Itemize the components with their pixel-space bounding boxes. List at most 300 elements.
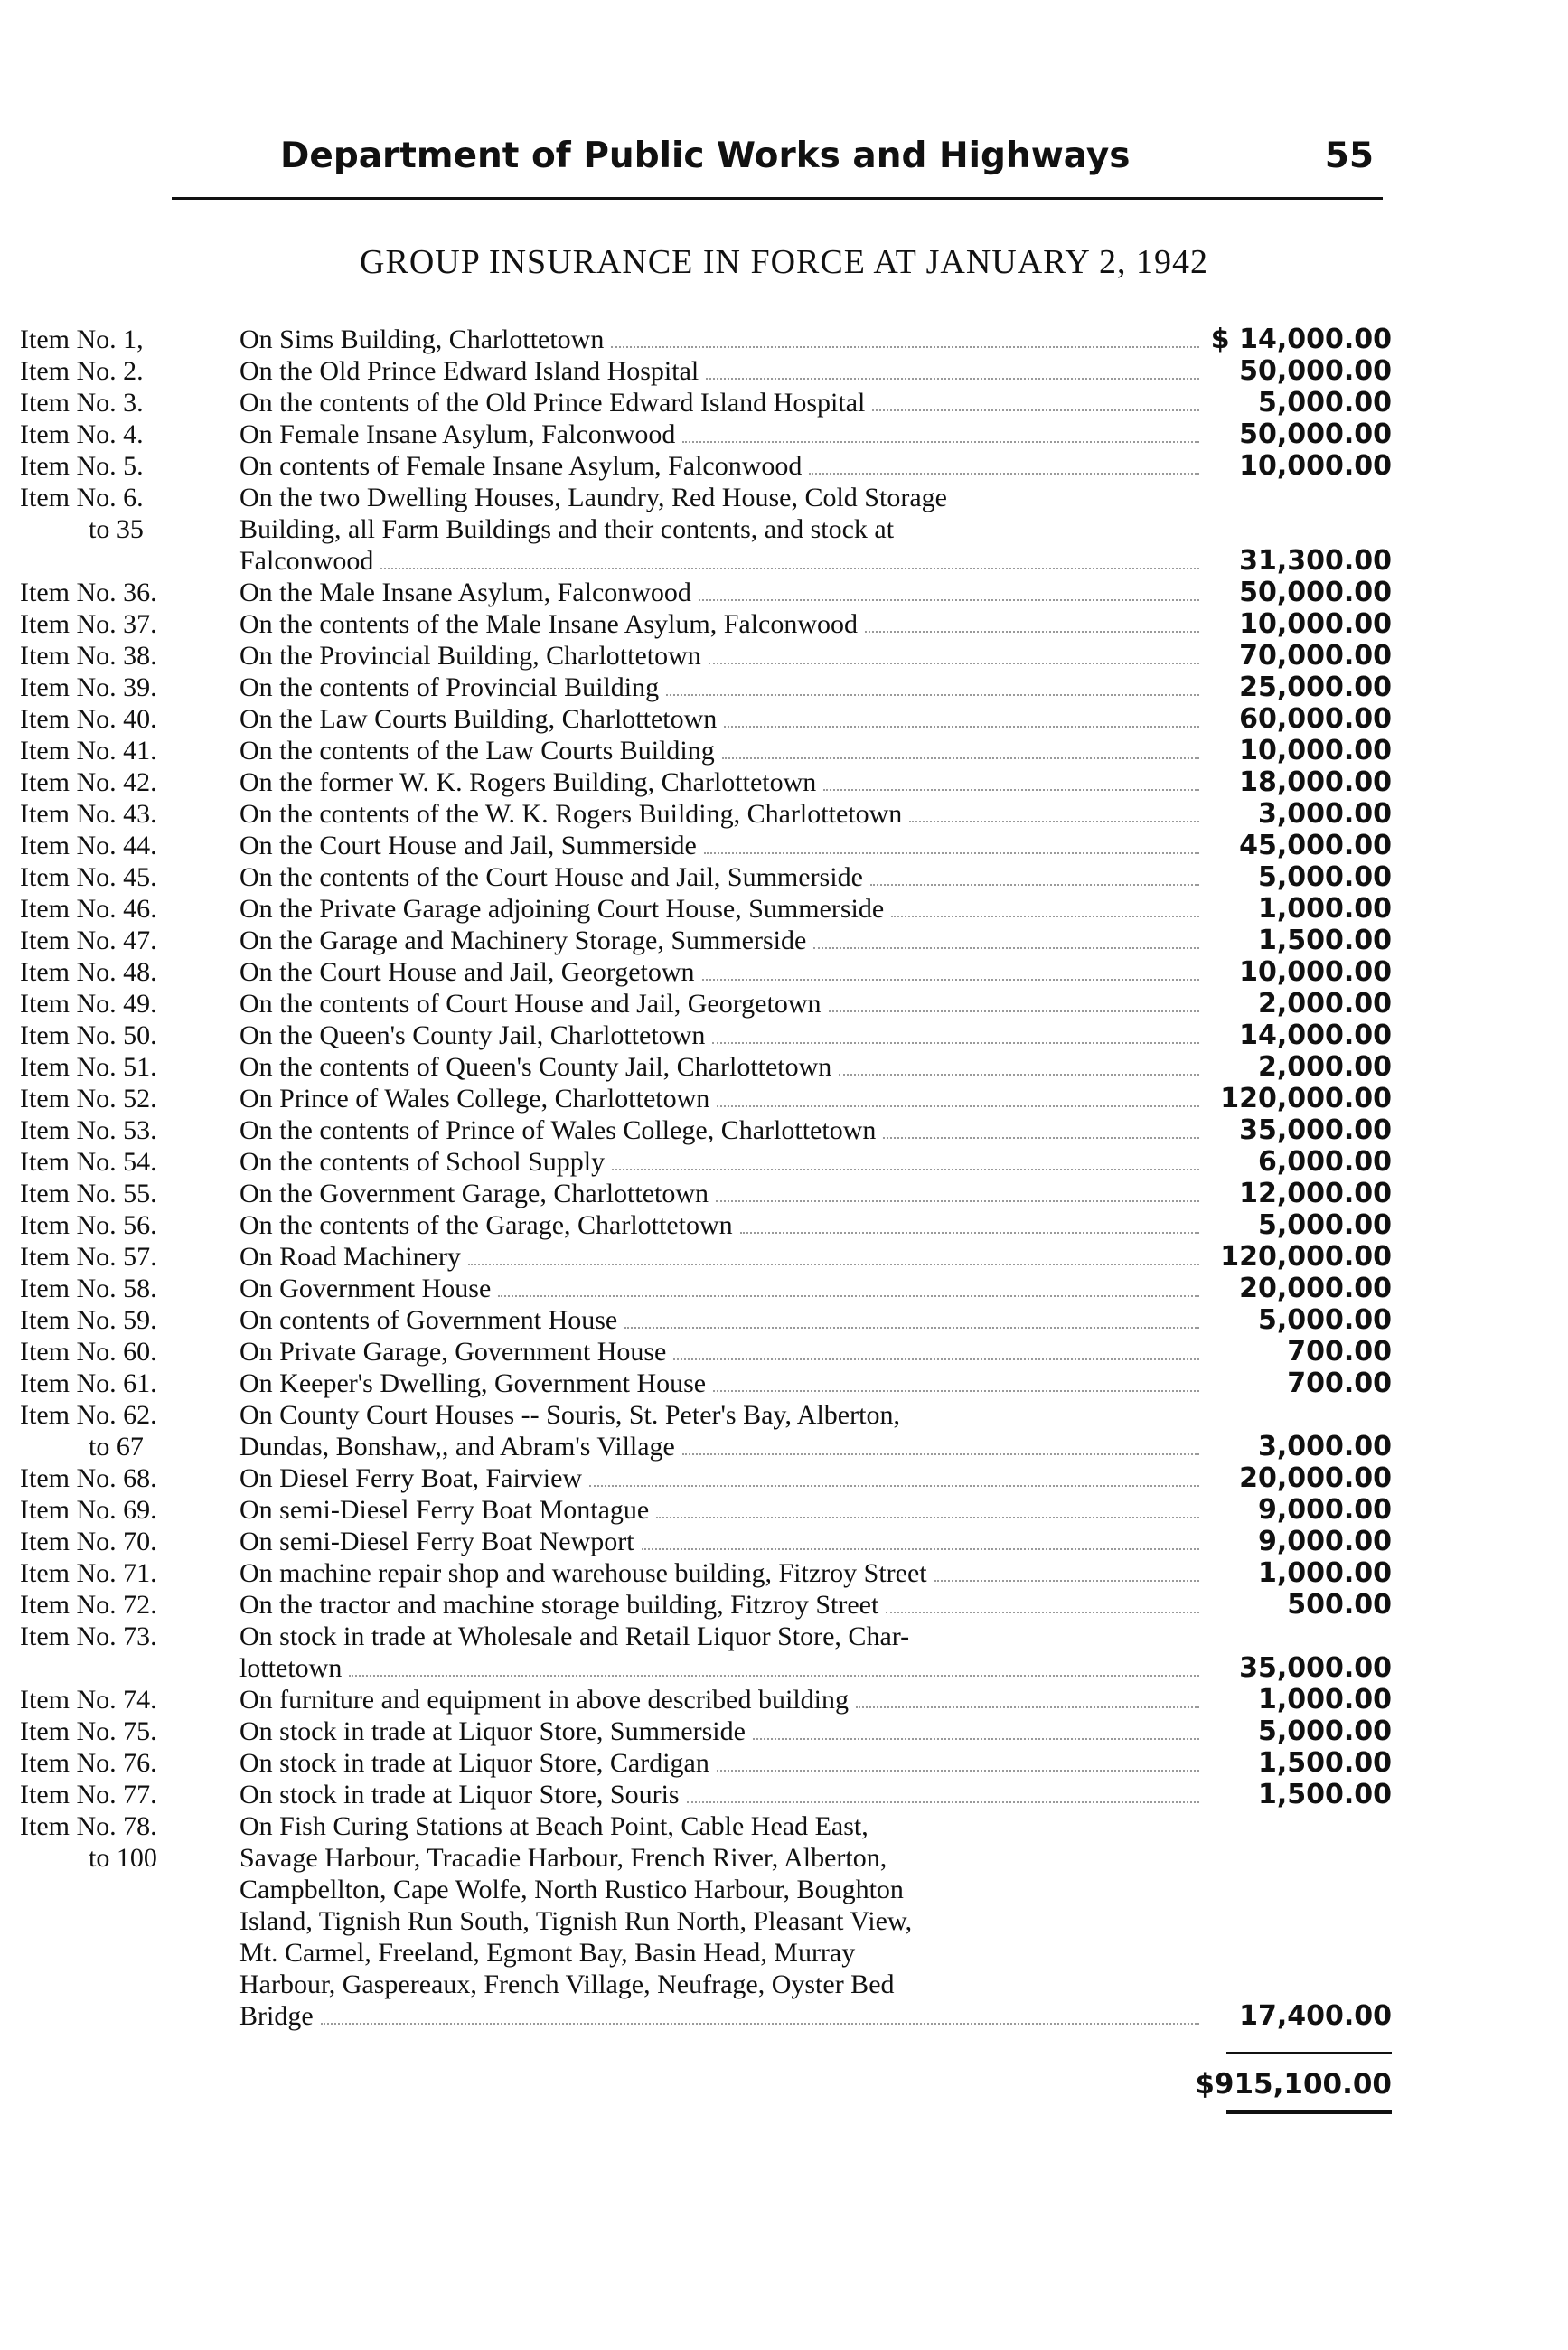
list-item [0,988,1568,1020]
description-line [239,608,1207,640]
item-description [239,861,1207,893]
description-line [239,1020,1207,1051]
item-amount: 10,000.00 [1239,735,1392,766]
item-description [239,1399,1207,1462]
item-amount: 45,000.00 [1239,830,1392,861]
description-line [239,1526,1207,1557]
description-text: On the Private Garage adjoining Court House, Summerside [239,894,885,924]
item-amount: 700.00 [1287,1336,1392,1368]
description-text: lottetown [239,1653,343,1683]
description-text: On the Male Insane Asylum, Falconwood [239,578,691,607]
item-amount: 2,000.00 [1257,1051,1392,1083]
item-description [239,1304,1207,1336]
item-description [239,1336,1207,1368]
description-text: On Keeper's Dwelling, Government House [239,1368,707,1398]
list-item [0,577,1568,608]
dot-leader [713,1390,1199,1392]
description-line [239,1589,1207,1621]
description-text: On the contents of the Old Prince Edward Island Hospital [239,388,866,418]
item-range-label: to 100 [89,1843,157,1873]
description-text: On the Court House and Jail, Summerside [239,831,697,860]
list-item [0,1209,1568,1241]
description-text: On Government House [239,1274,492,1303]
item-description [239,1083,1207,1114]
item-amount: 31,300.00 [1239,545,1392,577]
header-title: Department of Public Works and Highways [280,136,1131,176]
dot-leader [611,346,1199,348]
item-number [20,988,228,1020]
item-number-label: Item No. 2. [20,356,144,386]
list-item [0,1747,1568,1779]
item-description [239,1589,1207,1621]
item-amount: 700.00 [1287,1368,1392,1399]
dot-leader [839,1074,1199,1076]
list-item [0,1020,1568,1051]
dot-leader [909,821,1199,822]
item-number [20,1273,228,1304]
grand-total: $915,100.00 [1195,2068,1392,2101]
item-amount: 50,000.00 [1239,577,1392,608]
description-text: On semi-Diesel Ferry Boat Newport [239,1527,634,1556]
dot-leader [498,1295,1199,1297]
item-number-label: Item No. 54. [20,1147,157,1177]
item-description [239,1684,1207,1716]
list-item [0,766,1568,798]
list-item [0,1304,1568,1336]
list-item [0,1810,1568,2032]
item-amount: 1,000.00 [1257,1557,1392,1589]
list-item [0,608,1568,640]
item-number [20,1083,228,1114]
dot-leader [624,1327,1199,1329]
item-description [239,893,1207,925]
description-text: On stock in trade at Liquor Store, Summerside [239,1716,746,1746]
description-text: On the contents of the Garage, Charlottetown [239,1210,733,1240]
item-number [20,640,228,672]
item-number-label: Item No. 53. [20,1115,157,1145]
description-text: On the contents of the W. K. Rogers Building, Charlottetown [239,799,903,829]
item-number-label: Item No. 59. [20,1305,157,1335]
dot-leader [349,1675,1199,1677]
item-amount: 2,000.00 [1257,988,1392,1020]
item-number-label: Item No. 51. [20,1052,157,1082]
item-description [239,1020,1207,1051]
item-number-label: Item No. 48. [20,957,157,987]
list-item [0,640,1568,672]
item-description [239,1779,1207,1810]
description-text: On the Provincial Building, Charlottetown [239,641,701,671]
item-number-label: Item No. 42. [20,767,157,797]
item-description [239,1114,1207,1146]
item-number-label: Item No. 5. [20,451,144,481]
description-text: On the contents of the Court House and Jail, Summerside [239,862,863,892]
item-number [20,1557,228,1589]
item-number [20,387,228,418]
list-item [0,1779,1568,1810]
dot-leader [380,568,1199,569]
description-line: On County Court Houses -- Souris, St. Peter's Bay, Alberton, [239,1400,900,1430]
list-item [0,1114,1568,1146]
dot-leader [589,1485,1199,1487]
item-description [239,1716,1207,1747]
item-number-label: Item No. 72. [20,1590,157,1620]
list-item [0,956,1568,988]
description-line: On the two Dwelling Houses, Laundry, Red House, Cold Storage [239,483,947,512]
description-line: On Fish Curing Stations at Beach Point, Cable Head East, [239,1811,869,1841]
item-description [239,608,1207,640]
description-line [239,703,1207,735]
item-number-label: Item No. 1, [20,324,144,354]
dot-leader [883,1137,1199,1139]
item-amount: 5,000.00 [1257,387,1392,418]
description-line: Savage Harbour, Tracadie Harbour, French River, Alberton, [239,1843,887,1873]
item-number-label: Item No. 38. [20,641,157,671]
item-amount: 35,000.00 [1239,1652,1392,1684]
description-line [239,830,1207,861]
item-description [239,1462,1207,1494]
item-number [20,418,228,450]
item-number-label: Item No. 6. [20,483,144,512]
description-text: On the contents of the Law Courts Building [239,736,715,766]
item-number-label: Item No. 39. [20,672,157,702]
item-description [239,766,1207,798]
item-number-label: Item No. 62. [20,1400,157,1430]
item-amount: 3,000.00 [1257,1431,1392,1462]
description-text: On stock in trade at Liquor Store, Souris [239,1780,680,1810]
item-number-label: Item No. 55. [20,1179,157,1208]
description-line [239,672,1207,703]
item-number [20,703,228,735]
item-amount: 3,000.00 [1257,798,1392,830]
dot-leader [656,1517,1199,1518]
item-number [20,482,228,545]
page-number: 55 [1324,136,1374,176]
dot-leader [809,473,1199,475]
item-description [239,1209,1207,1241]
item-number [20,1810,228,1874]
description-line: Campbellton, Cape Wolfe, North Rustico Harbour, Boughton [239,1875,904,1904]
description-line [239,450,1207,482]
item-amount: 10,000.00 [1239,956,1392,988]
item-number-label: Item No. 46. [20,894,157,924]
item-amount: 1,000.00 [1257,1684,1392,1716]
item-number [20,608,228,640]
item-number [20,450,228,482]
item-amount: 1,500.00 [1257,1779,1392,1810]
item-amount: 25,000.00 [1239,672,1392,703]
list-item [0,703,1568,735]
item-number-label: Item No. 58. [20,1274,157,1303]
list-item [0,1621,1568,1684]
item-description [239,956,1207,988]
table-heading: GROUP INSURANCE IN FORCE AT JANUARY 2, 1942 [360,243,1208,281]
description-line: Island, Tignish Run South, Tignish Run North, Pleasant View, [239,1906,913,1936]
item-description [239,1494,1207,1526]
list-item [0,861,1568,893]
description-line [239,1494,1207,1526]
description-text: On machine repair shop and warehouse building, Fitzroy Street [239,1558,927,1588]
item-amount: 1,500.00 [1257,1747,1392,1779]
item-number [20,1304,228,1336]
item-number [20,1368,228,1399]
item-number-label: Item No. 71. [20,1558,157,1588]
dot-leader [823,789,1199,791]
item-number-label: Item No. 4. [20,419,144,449]
description-line: Building, all Farm Buildings and their contents, and stock at [239,514,895,544]
item-number [20,1621,228,1652]
item-number-label: Item No. 40. [20,704,157,734]
dot-leader [829,1010,1200,1012]
description-text: On the former W. K. Rogers Building, Charlottetown [239,767,817,797]
description-line [239,956,1207,988]
list-item [0,1146,1568,1178]
item-description [239,988,1207,1020]
item-description [239,830,1207,861]
description-text: On Private Garage, Government House [239,1337,667,1367]
description-line [239,355,1207,387]
dot-leader [717,1105,1199,1107]
item-amount: 1,000.00 [1257,893,1392,925]
item-amount: 120,000.00 [1220,1083,1392,1114]
item-number [20,1589,228,1621]
dot-leader [740,1232,1199,1234]
item-amount: 12,000.00 [1239,1178,1392,1209]
item-number-label: Item No. 44. [20,831,157,860]
description-line [239,1557,1207,1589]
description-line [239,1336,1207,1368]
list-item [0,1684,1568,1716]
description-text: On the Government Garage, Charlottetown [239,1179,709,1208]
description-text: On the tractor and machine storage building, Fitzroy Street [239,1590,879,1620]
item-description [239,1368,1207,1399]
description-line [239,1462,1207,1494]
item-amount: 14,000.00 [1239,1020,1392,1051]
item-number [20,1146,228,1178]
item-number [20,1178,228,1209]
item-number [20,577,228,608]
dot-leader [702,979,1199,981]
dot-leader [712,1042,1199,1044]
description-line [239,1273,1207,1304]
item-number [20,1779,228,1810]
dot-leader [642,1548,1199,1550]
item-number [20,1020,228,1051]
list-item [0,893,1568,925]
list-item [0,1273,1568,1304]
item-number [20,1747,228,1779]
description-text: On the Old Prince Edward Island Hospital [239,356,699,386]
description-line [239,1241,1207,1273]
item-number [20,324,228,355]
list-item [0,830,1568,861]
item-number-label: Item No. 75. [20,1716,157,1746]
dot-leader [666,694,1199,696]
description-line [239,925,1207,956]
item-number [20,1336,228,1368]
item-number-label: Item No. 70. [20,1527,157,1556]
item-description [239,1621,1207,1684]
description-line [239,1716,1207,1747]
list-item [0,925,1568,956]
item-number-label: Item No. 60. [20,1337,157,1367]
description-line [239,766,1207,798]
dot-leader [682,441,1199,443]
item-number [20,798,228,830]
description-text: On the Queen's County Jail, Charlottetown [239,1020,706,1050]
list-item [0,1178,1568,1209]
item-amount: 60,000.00 [1239,703,1392,735]
item-amount: 35,000.00 [1239,1114,1392,1146]
description-line [239,1114,1207,1146]
list-item [0,1051,1568,1083]
item-amount: 10,000.00 [1239,450,1392,482]
description-line [239,1747,1207,1779]
list-item [0,324,1568,355]
description-line [239,1431,1207,1462]
dot-leader [865,631,1199,633]
item-description [239,387,1207,418]
dot-leader [673,1358,1199,1360]
description-text: Falconwood [239,546,374,576]
item-number [20,1114,228,1146]
description-text: On Prince of Wales College, Charlottetown [239,1084,710,1114]
description-line [239,1146,1207,1178]
description-text: On contents of Female Insane Asylum, Falconwood [239,451,803,481]
description-text: On the Garage and Machinery Storage, Summerside [239,926,807,955]
list-item [0,355,1568,387]
description-text: On the contents of Provincial Building [239,672,660,702]
description-line [239,640,1207,672]
dot-leader [934,1580,1199,1582]
description-line [239,2000,1207,2032]
list-item [0,798,1568,830]
dot-leader [682,1453,1199,1455]
description-text: On Sims Building, Charlottetown [239,324,605,354]
item-amount: 70,000.00 [1239,640,1392,672]
description-text: On the contents of School Supply [239,1147,606,1177]
dot-leader [891,916,1199,917]
item-number [20,735,228,766]
item-amount: 17,400.00 [1239,2000,1392,2032]
item-description [239,450,1207,482]
item-number-label: Item No. 74. [20,1685,157,1715]
description-line [239,577,1207,608]
description-line [239,545,1207,577]
description-line [239,324,1207,355]
item-amount: 10,000.00 [1239,608,1392,640]
item-description [239,1747,1207,1779]
item-amount: 120,000.00 [1220,1241,1392,1273]
dot-leader [870,884,1199,886]
item-number [20,1494,228,1526]
item-description [239,703,1207,735]
item-range-label: to 67 [89,1432,144,1462]
item-amount: 5,000.00 [1257,1209,1392,1241]
list-item [0,1336,1568,1368]
item-amount: 18,000.00 [1239,766,1392,798]
item-number [20,1399,228,1462]
item-number-label: Item No. 50. [20,1020,157,1050]
item-description [239,1557,1207,1589]
item-number [20,766,228,798]
description-line: Mt. Carmel, Freeland, Egmont Bay, Basin Head, Murray [239,1938,856,1968]
list-item [0,1589,1568,1621]
item-number-label: Item No. 76. [20,1748,157,1778]
description-text: Bridge [239,2001,314,2031]
total-rule-top [1226,2052,1392,2054]
item-description [239,672,1207,703]
dot-leader [612,1169,1199,1170]
dot-leader [724,726,1199,728]
item-description [239,1273,1207,1304]
list-item [0,387,1568,418]
description-text: On the contents of the Male Insane Asylum, Falconwood [239,609,859,639]
item-number-label: Item No. 78. [20,1811,157,1841]
description-text: On Diesel Ferry Boat, Fairview [239,1463,583,1493]
dot-leader [321,2023,1199,2025]
dot-leader [813,947,1199,949]
item-description [239,798,1207,830]
item-number-label: Item No. 37. [20,609,157,639]
item-number [20,893,228,925]
description-line [239,893,1207,925]
item-number [20,1051,228,1083]
description-line [239,798,1207,830]
description-text: On furniture and equipment in above described building [239,1685,849,1715]
dot-leader [722,757,1199,759]
item-description [239,1526,1207,1557]
item-number [20,1241,228,1273]
dot-leader [704,852,1199,854]
dot-leader [687,1801,1199,1803]
item-number-label: Item No. 3. [20,388,144,418]
list-item [0,450,1568,482]
list-item [0,1399,1568,1462]
item-number [20,1716,228,1747]
description-line [239,861,1207,893]
list-item [0,1526,1568,1557]
list-item [0,735,1568,766]
description-text: On the Court House and Jail, Georgetown [239,957,695,987]
list-item [0,672,1568,703]
dot-leader [872,409,1199,411]
list-item [0,1083,1568,1114]
description-line [239,1178,1207,1209]
item-description [239,735,1207,766]
item-amount: $ 14,000.00 [1210,324,1392,355]
running-header [172,136,1383,190]
list-item [0,418,1568,450]
dot-leader [856,1706,1199,1708]
description-line [239,735,1207,766]
item-number-label: Item No. 45. [20,862,157,892]
description-text: On the contents of Court House and Jail, Georgetown [239,989,822,1019]
item-number [20,830,228,861]
dot-leader [709,663,1199,664]
description-line [239,387,1207,418]
description-line [239,1051,1207,1083]
description-line [239,1209,1207,1241]
item-number-label: Item No. 69. [20,1495,157,1525]
item-number [20,861,228,893]
item-amount: 5,000.00 [1257,861,1392,893]
item-number-label: Item No. 56. [20,1210,157,1240]
item-number-label: Item No. 68. [20,1463,157,1493]
item-amount: 50,000.00 [1239,355,1392,387]
item-description [239,1178,1207,1209]
description-line [239,1083,1207,1114]
description-line [239,1652,1207,1684]
